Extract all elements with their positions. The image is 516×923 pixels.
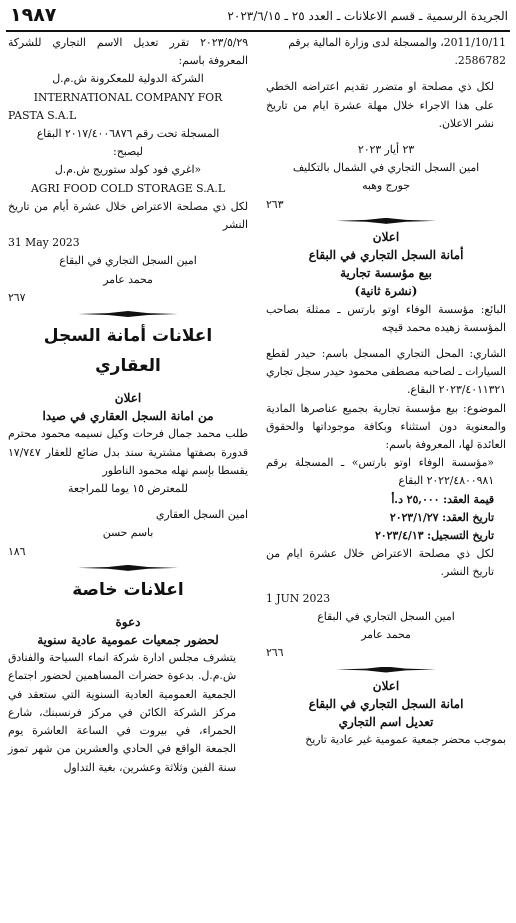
- seller-paragraph: البائع: مؤسسة الوفاء اوتو بارتس ـ ممثلة بصاحب المؤسسة زهيده محمد قيچه: [266, 302, 506, 334]
- text-paragraph: طلب محمد جمال فرحات وكيل نسيمه محمود محترم قدورة بصفتها مشترية سند بدل ضائع للعقار ١٧/٧٤٧ يقسطا بإسم نهله محمود الناطور: [8, 427, 248, 477]
- objection-notice: لكل ذي مصلحة او متضرر تقديم اعتراضه الخطي على هذا الاجراء خلال مهلة عشرة ايام من تاريخ نشر الاعلان.: [266, 80, 494, 130]
- notice-date: 1 JUN 2023: [266, 591, 331, 605]
- notice-heading: دعوة: [115, 614, 141, 629]
- notice-heading: اعلان: [372, 229, 400, 244]
- signatory-name: جورج وهبه: [362, 179, 410, 193]
- separator-ornament: [336, 667, 436, 673]
- signatory-title: امين السجل العقاري: [155, 508, 248, 522]
- objection-notice: لكل ذي مصلحة الاعتراض خلال عشرة أيام من تاريخ النشر: [8, 199, 248, 232]
- notice-edition: (نشرة ثانية): [354, 284, 418, 299]
- left-column: [8, 34, 248, 777]
- contract-value: قيمة العقد: ٢٥,٠٠٠ د.أ: [391, 492, 494, 506]
- right-column: [266, 34, 506, 749]
- notice-number: ٢٦٣: [266, 197, 284, 211]
- objection-notice: للمعترض ١٥ يوما للمراجعة: [68, 482, 188, 496]
- notice-issuer: امانة السجل التجاري في البقاع: [308, 696, 464, 711]
- separator-ornament: [78, 311, 178, 317]
- signatory-title: امين السجل التجاري في البقاع: [317, 609, 455, 623]
- notice-heading: اعلان: [114, 391, 142, 406]
- notice-issuer: أمانة السجل التجاري في البقاع: [308, 248, 464, 263]
- new-name-en: AGRI FOOD COLD STORAGE S.A.L: [30, 181, 226, 195]
- notice-number: ٢٦٧: [8, 290, 26, 304]
- invitation-paragraph: يتشرف مجلس ادارة شركة انماء السياحة والفنادق ش.م.ل. بدعوة حضرات المساهمين لحضور اجتماع الجمعية العمومية العادية السنوية التي ستعقد في مركز الشركة الكائن في مركز فرنسبنك، شارع الحمراء، في بيروت في الساعة العاشرة يوم الجمعة الواقع في الحادي والعشرين من شهر تموز سنة الفين وثلاثة وعشرين، بغية التداول: [8, 651, 236, 774]
- buyer-paragraph: الشاري: المحل التجاري المسجل باسم: حيدر لقطع السيارات ـ لصاحبه مصطفى محمود حيدر سجل تجاري ٢٠٢٣/٤٠١١٣٢١ البقاع.: [266, 347, 506, 397]
- text-line: 2586782.: [454, 54, 506, 68]
- contract-date: تاريخ العقد: ٢٠٢٣/١/٢٧: [389, 510, 494, 524]
- separator-ornament: [336, 218, 436, 224]
- text-line: بموجب محضر جمعية عمومية غير عادية تاريخ: [305, 733, 506, 747]
- notice-subject: تعديل اسم التجاري: [338, 714, 434, 729]
- notice-number: ١٨٦: [8, 544, 26, 558]
- notice-heading: اعلان: [372, 678, 400, 693]
- page-number: ١٩٨٧: [10, 4, 57, 26]
- signatory-title: امين السجل التجاري في الشمال بالتكليف: [292, 161, 480, 175]
- institution-name: «مؤسسة الوفاء اوتو بارتس» ـ المسجلة برقم ٢٠٢٢/٤٨٠٠٩٨١ البقاع: [266, 456, 494, 488]
- text-line: 2011/10/11، والمسجلة لدى وزارة المالية برقم: [288, 36, 506, 49]
- notice-subject: لحضور جمعيات عمومية عادية سنوية: [37, 633, 219, 648]
- notice-issuer: من امانة السجل العقاري في صيدا: [42, 409, 214, 424]
- registration-line: المسجلة تحت رقم ٢٠١٧/٤٠٠٦٨٧٦ البقاع: [36, 127, 220, 141]
- page-header: [6, 4, 510, 32]
- gazette-title: الجريدة الرسمية ـ قسم الاعلانات ـ العدد ٢٥ ـ ٢٠٢٣/٦/١٥: [227, 9, 508, 23]
- section-title: اعلانات أمانة السجل العقاري: [43, 326, 213, 377]
- signatory-name: باسم حسن: [102, 526, 154, 540]
- notice-subject: بيع مؤسسة تجارية: [340, 266, 432, 281]
- company-name-ar: الشركة الدولية للمعكرونة ش.م.ل: [52, 72, 204, 86]
- notice-date: ٢٣ أيار ٢٠٢٣: [357, 143, 415, 157]
- objection-notice: لكل ذي مصلحة الاعتراض خلال عشرة ايام من تاريخ النشر.: [266, 547, 494, 579]
- becomes-label: ليصبح:: [113, 145, 143, 159]
- section-title: اعلانات خاصة: [72, 579, 184, 600]
- notice-number: ٢٦٦: [266, 646, 284, 660]
- subject-paragraph: الموضوع: بيع مؤسسة تجارية بجميع عناصرها المادية والمعنوية دون استثناء وبكافة موجوداتها والحقوق العائدة لها، المعروفة باسم:: [266, 401, 506, 452]
- new-name-ar: «اغري فود كولد ستوريج ش.م.ل: [54, 163, 202, 177]
- company-name-en: PASTA S.A.L: [8, 108, 77, 122]
- signatory-name: محمد عامر: [103, 272, 153, 286]
- registration-date: تاريخ التسجيل: ٢٠٢٣/٤/١٣: [374, 529, 494, 543]
- separator-ornament: [78, 565, 178, 571]
- text-paragraph: ٢٠٢٣/٥/٢٩ تقرر تعديل الاسم التجاري للشركة المعروفة باسم:: [8, 36, 248, 68]
- company-name-en: INTERNATIONAL COMPANY FOR: [33, 90, 223, 104]
- signatory-name: محمد عامر: [361, 628, 411, 642]
- signatory-title: امين السجل التجاري في البقاع: [59, 254, 197, 268]
- notice-date: 31 May 2023: [8, 236, 80, 250]
